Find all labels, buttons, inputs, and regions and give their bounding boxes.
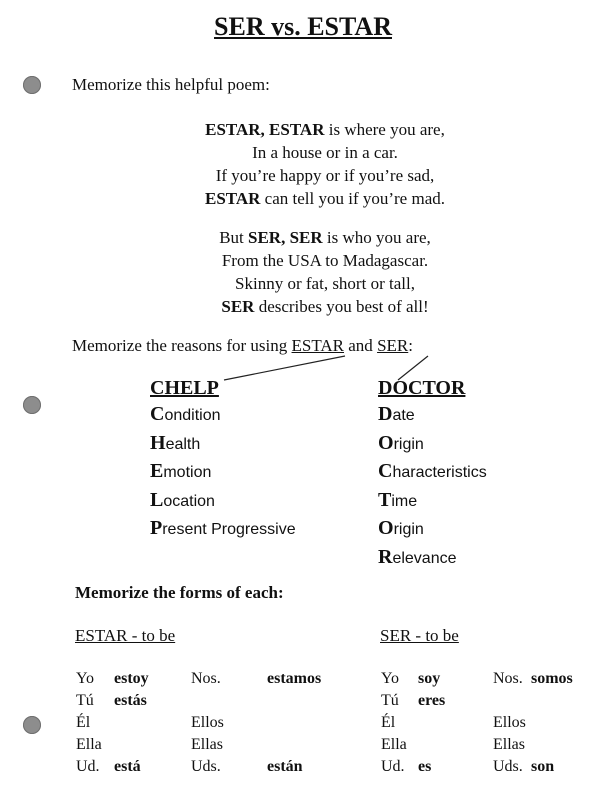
ser-pronoun: Ud.: [381, 758, 405, 775]
doctor-list: [378, 401, 487, 572]
doctor-item: Origin: [378, 517, 424, 539]
doctor-item: Date: [378, 403, 415, 425]
estar-pronoun: Tú: [76, 692, 94, 709]
ser-conjugation-table: [0, 668, 606, 788]
poem-line: But SER, SER is who you are,: [219, 228, 431, 247]
estar-pronoun: Él: [76, 714, 91, 731]
ser-form: eres: [418, 692, 446, 709]
estar-pronoun: Ella: [76, 736, 102, 753]
ser-pronoun: Ella: [381, 736, 407, 753]
ser-forms-heading: SER - to be: [380, 626, 459, 645]
estar-form: está: [114, 758, 141, 775]
reasons-line: Memorize the reasons for using ESTAR and SER:: [72, 336, 413, 355]
estar-word: ESTAR: [291, 336, 345, 355]
poem-intro: Memorize this helpful poem:: [72, 75, 270, 94]
ser-pronoun: Ellas: [493, 736, 525, 753]
estar-pronoun: Ud.: [76, 758, 100, 775]
estar-pronoun: Ellas: [191, 736, 223, 753]
ser-pronoun: Él: [381, 714, 396, 731]
chelp-item: Health: [150, 431, 201, 454]
ser-form: soy: [418, 670, 441, 687]
ser-pronoun: Yo: [381, 670, 399, 687]
doctor-item: Origin: [378, 431, 424, 454]
chelp-item: Location: [150, 488, 215, 511]
doctor-item: Characteristics: [378, 460, 487, 482]
estar-pronoun: Ellos: [191, 714, 224, 731]
chelp-list: [150, 401, 296, 544]
ser-pronoun: Nos.: [493, 670, 523, 687]
estar-pronoun: Yo: [76, 670, 94, 687]
estar-pronoun: Uds.: [191, 758, 221, 775]
page-title: SER vs. ESTAR: [214, 12, 392, 41]
poem-line: SER describes you best of all!: [221, 297, 429, 316]
ser-form: es: [418, 758, 432, 775]
estar-pronoun: Nos.: [191, 670, 221, 687]
forms-title: Memorize the forms of each:: [75, 583, 284, 602]
poem-line: If you’re happy or if you’re sad,: [215, 166, 435, 185]
chelp-item: Emotion: [150, 460, 212, 482]
chelp-heading: CHELP: [150, 377, 219, 399]
ser-pronoun: Tú: [381, 692, 399, 709]
estar-form: estamos: [267, 670, 322, 687]
chelp-item: Condition: [150, 403, 221, 425]
estar-connector-line: [224, 356, 345, 380]
ser-form: somos: [531, 670, 573, 687]
doctor-item: Relevance: [378, 545, 457, 568]
doctor-item: Time: [378, 488, 418, 511]
estar-form: estás: [114, 692, 147, 709]
ser-pronoun: Ellos: [493, 714, 526, 731]
ser-pronoun: Uds.: [493, 758, 523, 775]
ser-form: son: [531, 758, 555, 775]
estar-form: estoy: [114, 670, 149, 687]
ser-word: SER: [377, 336, 409, 355]
chelp-item: Present Progressive: [150, 517, 296, 539]
estar-form: están: [267, 758, 303, 775]
poem-line: In a house or in a car.: [252, 143, 398, 162]
estar-forms-heading: ESTAR - to be: [75, 626, 176, 645]
poem-line: Skinny or fat, short or tall,: [235, 274, 415, 293]
poem-line: From the USA to Madagascar.: [221, 251, 429, 270]
doctor-heading: DOCTOR: [378, 377, 466, 399]
poem-line: ESTAR can tell you if you’re mad.: [204, 189, 445, 208]
poem-line: ESTAR, ESTAR is where you are,: [205, 120, 445, 139]
